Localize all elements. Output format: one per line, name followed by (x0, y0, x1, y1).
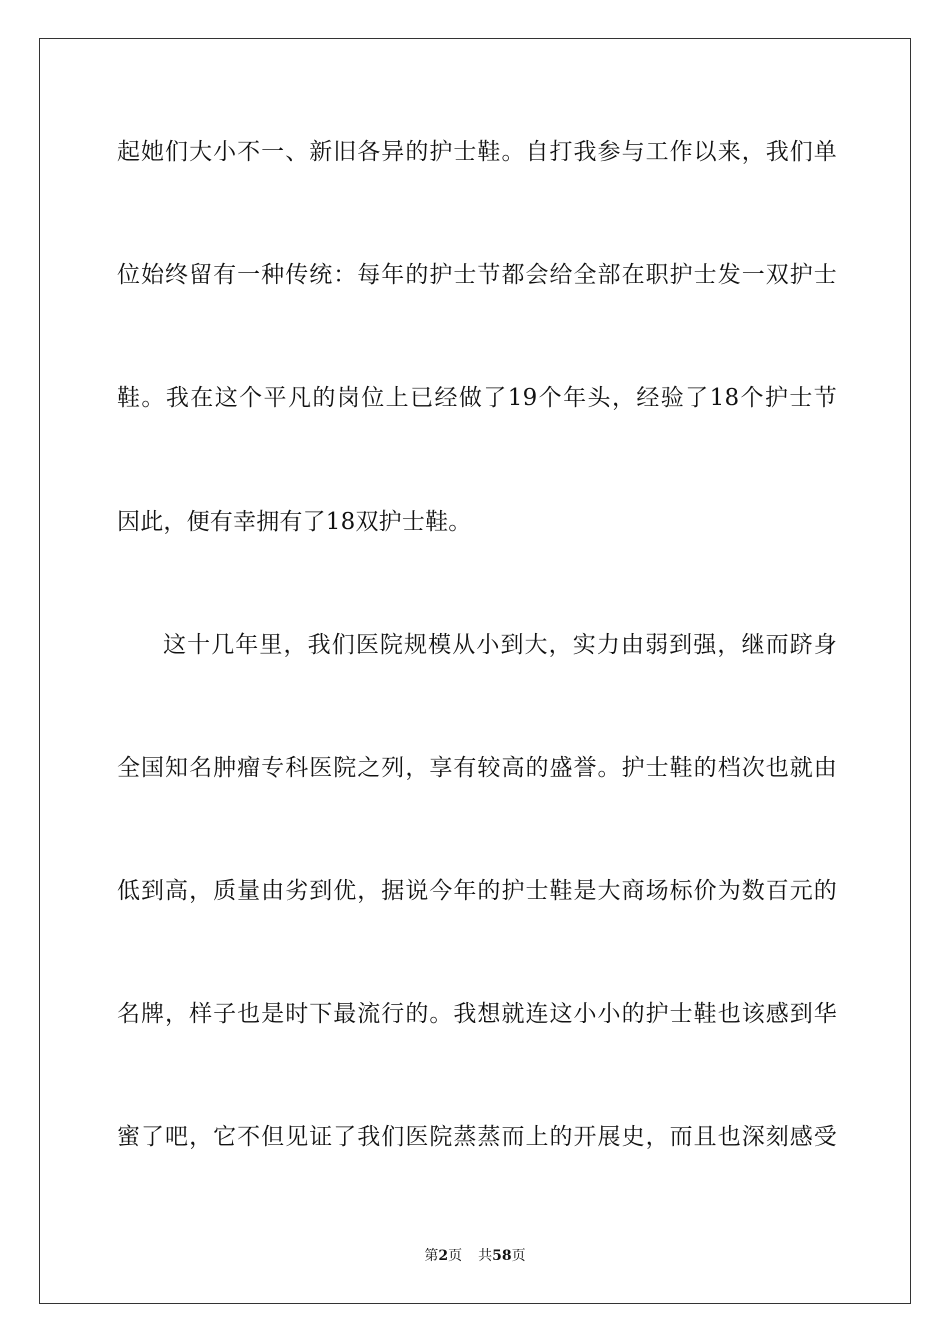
page-border (39, 38, 911, 1304)
footer-total-pages: 58 (492, 1248, 512, 1264)
page-footer (0, 1247, 950, 1265)
body-line-3: 鞋。我在这个平凡的岗位上已经做了19个年头，经验了18个护士节 (117, 385, 837, 411)
body-line-7: 低到高，质量由劣到优，据说今年的护士鞋是大商场标价为数百元的 (117, 878, 837, 904)
body-line-5: 这十几年里，我们医院规模从小到大，实力由弱到强，继而跻身 (163, 632, 837, 658)
body-line-6: 全国知名肿瘤专科医院之列，享有较高的盛誉。护士鞋的档次也就由 (117, 755, 837, 781)
footer-page-prefix: 第 (424, 1248, 439, 1264)
body-line-4: 因此，便有幸拥有了18双护士鞋。 (117, 509, 472, 535)
body-line-9: 蜜了吧，它不但见证了我们医院蒸蒸而上的开展史，而且也深刻感受 (117, 1124, 837, 1150)
footer-total-prefix: 共 (478, 1248, 493, 1264)
footer-total-suffix: 页 (511, 1248, 526, 1264)
body-line-8: 名牌，样子也是时下最流行的。我想就连这小小的护士鞋也该感到华 (117, 1001, 837, 1027)
body-line-1: 起她们大小不一、新旧各异的护士鞋。自打我参与工作以来，我们单 (117, 139, 837, 165)
footer-page-suffix: 页 (448, 1248, 463, 1264)
body-line-2: 位始终留有一种传统：每年的护士节都会给全部在职护士发一双护士 (117, 262, 837, 288)
footer-page-number: 2 (438, 1248, 449, 1264)
